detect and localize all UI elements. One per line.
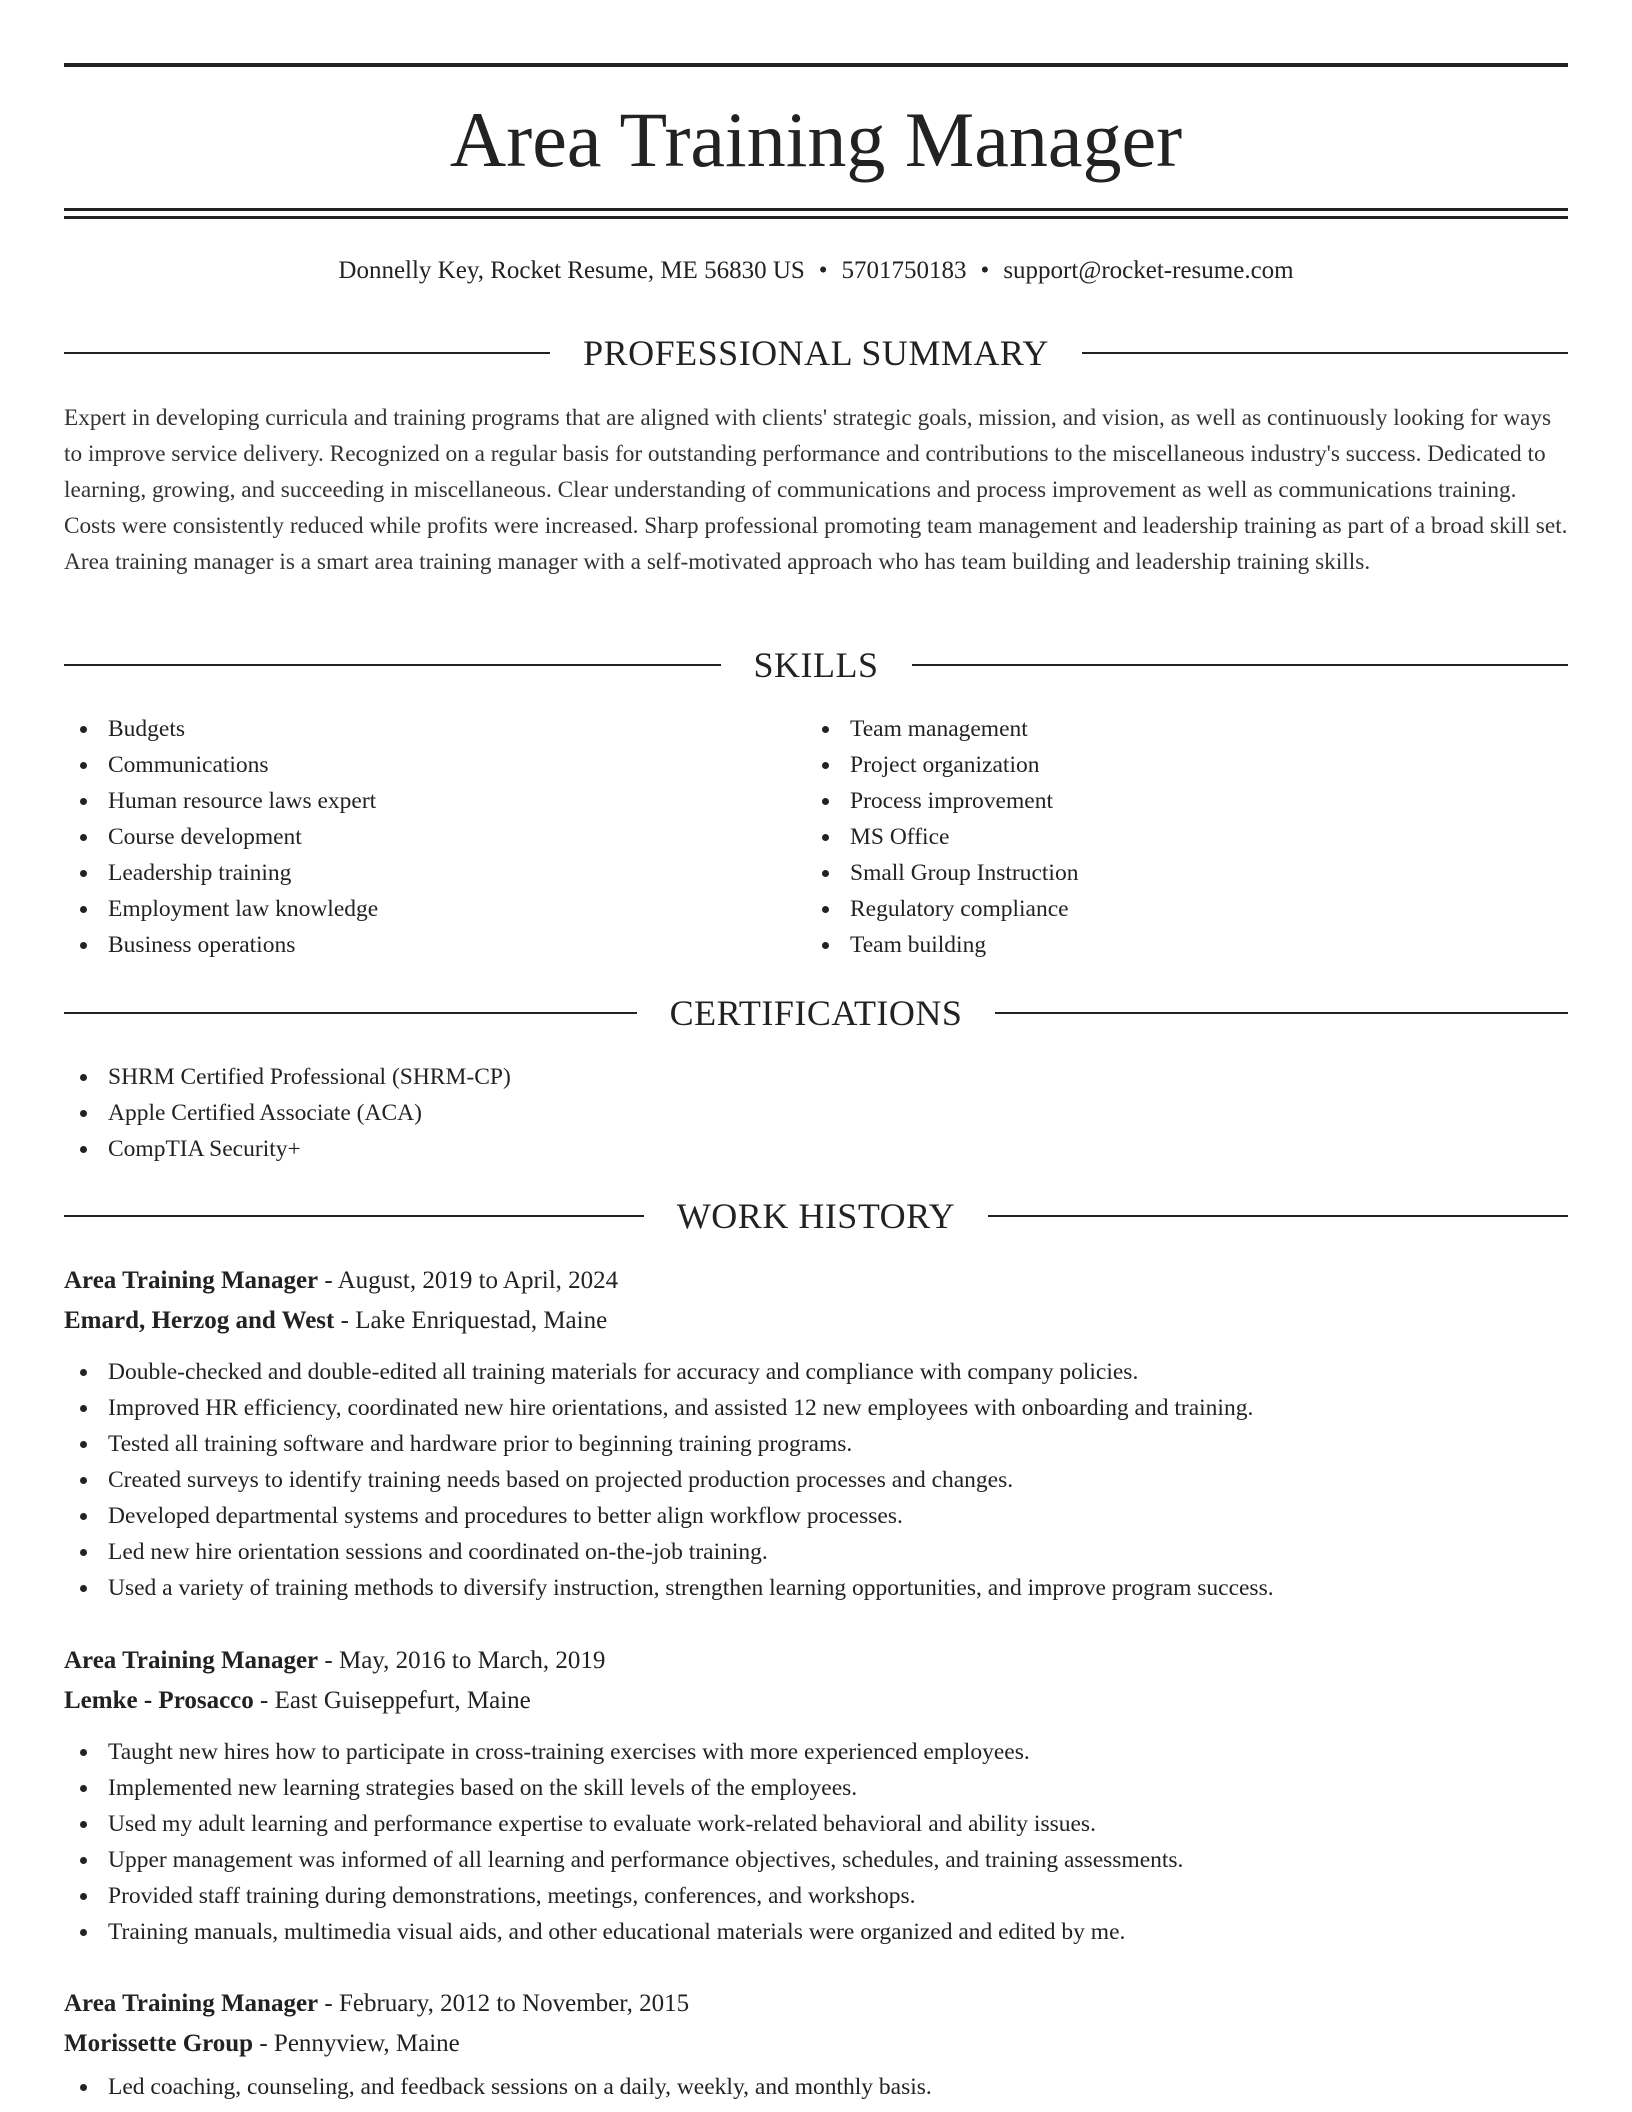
skill-item: Project organization (806, 747, 1506, 783)
contact-email: support@rocket-resume.com (1003, 257, 1294, 284)
job-bullet: Created surveys to identify training needs based on projected production processes and changes. (64, 1462, 1568, 1498)
job-title: Area Training Manager (64, 1267, 319, 1294)
skill-item: Leadership training (64, 855, 764, 891)
skill-item: Team building (806, 927, 1506, 963)
skill-item: MS Office (806, 819, 1506, 855)
skill-item: Business operations (64, 927, 764, 963)
header-double-rule-lower (64, 216, 1568, 219)
section-rule (64, 1012, 637, 1014)
section-title: SKILLS (753, 645, 879, 685)
job-bullets (64, 2069, 1568, 2105)
section-rule (988, 1215, 1568, 1217)
section-title: WORK HISTORY (676, 1196, 956, 1236)
job-location: - Lake Enriquestad, Maine (334, 1307, 608, 1334)
job-title: Area Training Manager (64, 1647, 319, 1674)
job-bullet: Used a variety of training methods to diversify instruction, strengthen learning opportunities, and improve program success. (64, 1570, 1568, 1606)
job-company: Morissette Group (64, 2030, 254, 2057)
job-bullet: Training manuals, multimedia visual aids, and other educational materials were organized and edited by me. (64, 1914, 1568, 1950)
contact-phone: 5701750183 (841, 257, 967, 284)
certifications-list (64, 1059, 1568, 1167)
section-rule (995, 1012, 1568, 1014)
job-location: - Pennyview, Maine (253, 2030, 460, 2057)
skill-item: Human resource laws expert (64, 783, 764, 819)
job-title: Area Training Manager (64, 1990, 319, 2017)
header-double-rule-upper (64, 208, 1568, 211)
job-entry (64, 1262, 1568, 1606)
job-bullet: Improved HR efficiency, coordinated new hire orientations, and assisted 12 new employees with onboarding and training. (64, 1390, 1568, 1426)
skill-item: Course development (64, 819, 764, 855)
job-bullet: Used my adult learning and performance expertise to evaluate work-related behavioral and ability issues. (64, 1806, 1568, 1842)
certification-item: SHRM Certified Professional (SHRM-CP) (64, 1059, 1568, 1095)
contact-separator: • (818, 257, 828, 284)
job-bullet: Developed departmental systems and procedures to better align workflow processes. (64, 1498, 1568, 1534)
section-header-skills (64, 645, 1568, 685)
skill-item: Employment law knowledge (64, 891, 764, 927)
job-bullet: Led new hire orientation sessions and coordinated on-the-job training. (64, 1534, 1568, 1570)
job-bullet: Provided staff training during demonstrations, meetings, conferences, and workshops. (64, 1878, 1568, 1914)
job-bullet: Double-checked and double-edited all training materials for accuracy and compliance with company policies. (64, 1354, 1568, 1390)
skill-item: Team management (806, 711, 1506, 747)
section-rule (64, 352, 550, 354)
job-bullets (64, 1354, 1568, 1606)
section-rule (64, 1215, 644, 1217)
job-company-line (64, 1302, 1568, 1340)
job-location: - East Guiseppefurt, Maine (253, 1687, 531, 1714)
skills-list-right (806, 711, 1506, 963)
job-dates: - August, 2019 to April, 2024 (318, 1267, 619, 1294)
certification-item: CompTIA Security+ (64, 1131, 1568, 1167)
section-title: PROFESSIONAL SUMMARY (583, 333, 1049, 373)
job-company-line (64, 2025, 1568, 2063)
job-entry (64, 1985, 1568, 2105)
section-header-certifications (64, 993, 1568, 1033)
section-title: CERTIFICATIONS (669, 993, 963, 1033)
contact-address: Donnelly Key, Rocket Resume, ME 56830 US (338, 257, 805, 284)
job-bullet: Led coaching, counseling, and feedback sessions on a daily, weekly, and monthly basis. (64, 2069, 1568, 2105)
section-header-work-history (64, 1196, 1568, 1236)
job-bullets (64, 1734, 1568, 1950)
contact-separator: • (980, 257, 990, 284)
skill-item: Regulatory compliance (806, 891, 1506, 927)
job-entry (64, 1642, 1568, 1950)
section-header-summary (64, 333, 1568, 373)
section-rule (64, 664, 721, 666)
job-title-line (64, 1642, 1568, 1680)
job-bullet: Upper management was informed of all learning and performance objectives, schedules, and training assessments. (64, 1842, 1568, 1878)
summary-paragraph: Expert in developing curricula and training programs that are aligned with clients' strategic goals, mission, and vision, as well as continuously looking for ways to improve service delivery. Recognized on a regular basis for outstanding performance and contributions to the miscellaneous industry's success. Dedicated to learning, growing, and succeeding in miscellaneous. Clear understanding of communications and process improvement as well as communications training. Costs were consistently reduced while profits were increased. Sharp professional promoting team management and leadership training as part of a broad skill set. Area training manager is a smart area training manager with a self-motivated approach who has team building and leadership training skills. (64, 405, 1568, 575)
job-company: Lemke - Prosacco (64, 1687, 254, 1714)
skills-list-left (64, 711, 764, 963)
job-bullet: Taught new hires how to participate in cross-training exercises with more experienced employees. (64, 1734, 1568, 1770)
skill-item: Communications (64, 747, 764, 783)
section-rule (912, 664, 1569, 666)
skill-item: Budgets (64, 711, 764, 747)
job-dates: - February, 2012 to November, 2015 (318, 1990, 690, 2017)
skill-item: Small Group Instruction (806, 855, 1506, 891)
job-bullet: Implemented new learning strategies based on the skill levels of the employees. (64, 1770, 1568, 1806)
job-title-line (64, 1985, 1568, 2023)
contact-line (64, 256, 1568, 286)
skill-item: Process improvement (806, 783, 1506, 819)
job-company-line (64, 1682, 1568, 1720)
resume-name: Area Training Manager (449, 96, 1183, 183)
certification-item: Apple Certified Associate (ACA) (64, 1095, 1568, 1131)
job-title-line (64, 1262, 1568, 1300)
job-bullet: Tested all training software and hardware prior to beginning training programs. (64, 1426, 1568, 1462)
job-company: Emard, Herzog and West (64, 1307, 335, 1334)
section-rule (1082, 352, 1568, 354)
job-dates: - May, 2016 to March, 2019 (318, 1647, 606, 1674)
header-top-rule (64, 63, 1568, 67)
